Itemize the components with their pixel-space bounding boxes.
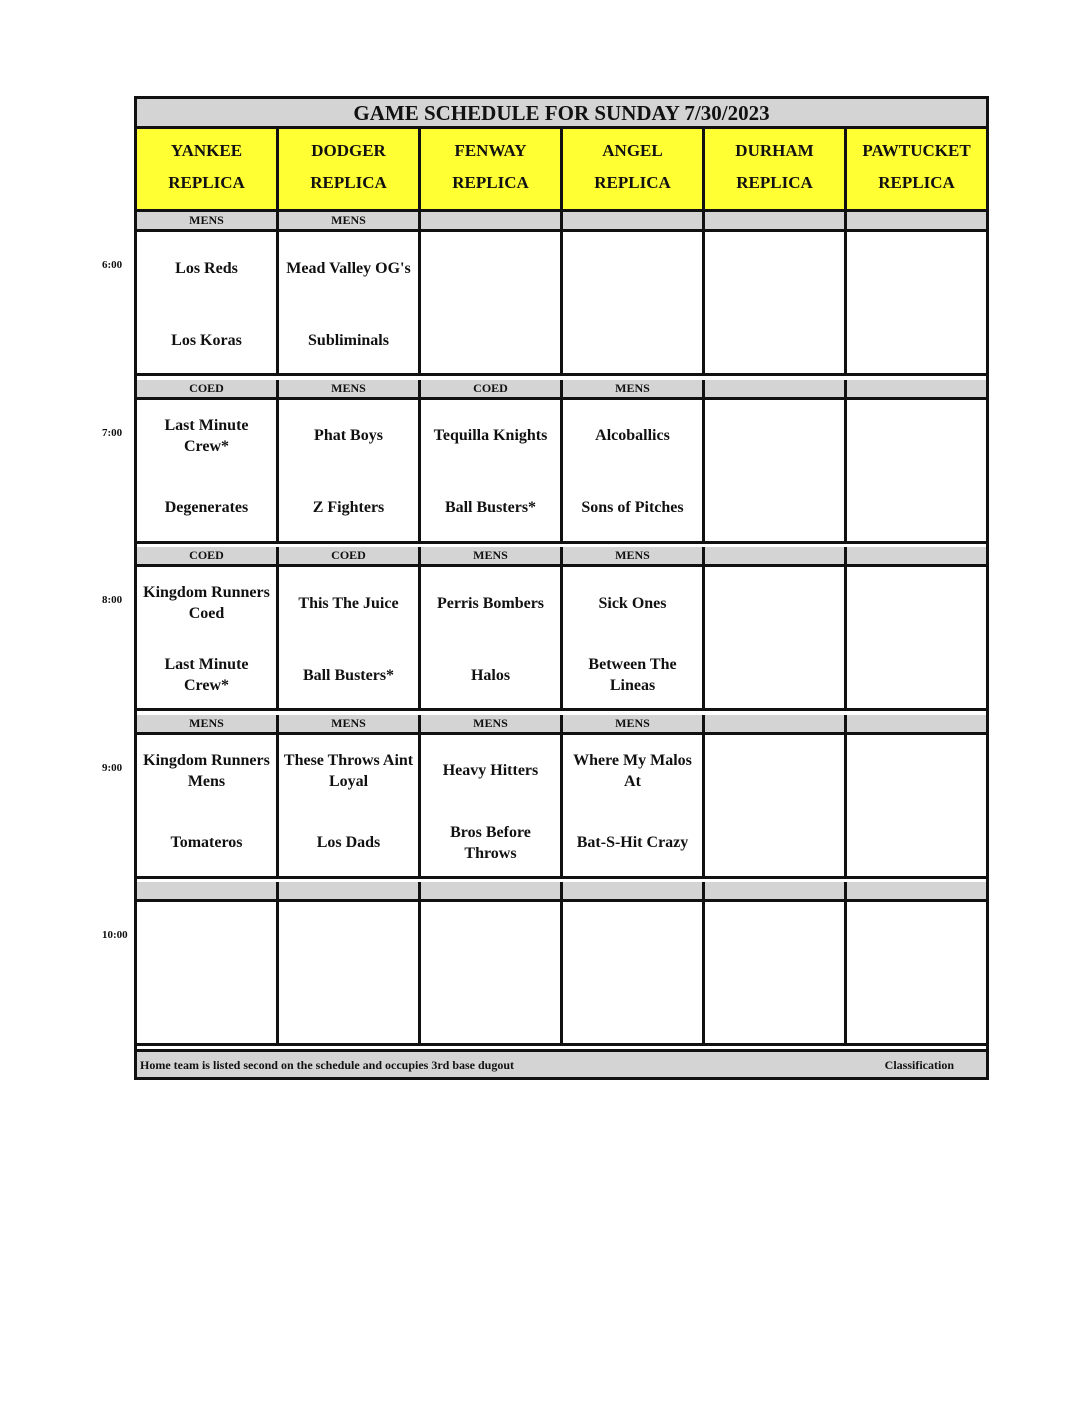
game-cell	[421, 567, 563, 708]
game-slot-row	[137, 400, 986, 544]
classification-cell: MENS	[563, 380, 705, 397]
classification-cell	[705, 212, 847, 229]
field-type: REPLICA	[310, 173, 387, 192]
classification-cell: COED	[421, 380, 563, 397]
home-team	[563, 314, 702, 366]
game-cell	[279, 902, 421, 1043]
time-label: 6:00	[102, 259, 123, 271]
away-team: Last Minute Crew*	[164, 416, 249, 455]
away-team	[563, 242, 702, 294]
home-team: Ball Busters*	[302, 666, 395, 684]
classification-cell: MENS	[563, 715, 705, 732]
home-team	[563, 984, 702, 1036]
game-cell	[137, 735, 279, 876]
game-cell	[421, 232, 563, 373]
home-team: Bat-S-Hit Crazy	[576, 834, 689, 851]
away-team	[847, 745, 986, 797]
game-slot-row	[137, 902, 986, 1046]
classification-cell: COED	[137, 547, 279, 564]
classification-cell	[847, 380, 986, 397]
away-team	[137, 912, 276, 964]
away-team	[847, 577, 986, 629]
home-team	[705, 314, 844, 366]
away-team	[705, 242, 844, 294]
game-cell	[137, 567, 279, 708]
home-team-note: Home team is listed second on the schedule and occupies 3rd base dugout	[140, 1058, 515, 1072]
away-team	[279, 912, 418, 964]
field-type: REPLICA	[878, 173, 955, 192]
away-team	[705, 912, 844, 964]
home-team: Degenerates	[164, 499, 249, 516]
field-type: REPLICA	[168, 173, 245, 192]
game-cell	[563, 567, 705, 708]
game-slot-row	[137, 567, 986, 711]
time-label: 8:00	[102, 594, 123, 606]
field-header-angel	[563, 129, 705, 209]
classification-cell	[705, 547, 847, 564]
away-team	[705, 745, 844, 797]
field-header-durham	[705, 129, 847, 209]
classification-cell	[847, 882, 986, 899]
home-team: Los Dads	[316, 834, 381, 851]
away-team	[563, 912, 702, 964]
game-cell	[563, 400, 705, 541]
game-cell	[279, 400, 421, 541]
classification-cell: MENS	[421, 715, 563, 732]
game-cell	[847, 400, 986, 541]
game-cell	[279, 735, 421, 876]
game-cell	[705, 735, 847, 876]
away-team: Sick Ones	[598, 594, 667, 612]
time-label: 10:00	[102, 929, 128, 941]
away-team	[847, 242, 986, 294]
game-cell	[563, 902, 705, 1043]
field-name: PAWTUCKET	[862, 141, 971, 160]
classification-cell	[279, 882, 421, 899]
home-team	[705, 984, 844, 1036]
field-header-row	[137, 129, 986, 212]
classification-row	[137, 547, 986, 567]
classification-row	[137, 882, 986, 902]
time-label: 7:00	[102, 426, 123, 439]
field-name: FENWAY	[454, 141, 527, 160]
field-name: YANKEE	[170, 141, 243, 160]
game-cell	[421, 902, 563, 1043]
away-team: Los Reds	[175, 259, 238, 277]
game-cell	[421, 400, 563, 541]
classification-cell	[705, 380, 847, 397]
away-team	[705, 577, 844, 629]
game-cell	[847, 902, 986, 1043]
classification-cell: MENS	[279, 212, 421, 229]
classification-cell	[421, 212, 563, 229]
field-type: REPLICA	[452, 173, 529, 192]
game-cell	[279, 567, 421, 708]
classification-cell	[847, 715, 986, 732]
field-name: DURHAM	[735, 141, 814, 160]
home-team	[847, 314, 986, 366]
home-team	[705, 817, 844, 869]
classification-cell: COED	[137, 380, 279, 397]
away-team	[421, 912, 560, 964]
field-header-fenway	[421, 129, 563, 209]
game-cell	[279, 232, 421, 373]
game-cell	[705, 232, 847, 373]
game-cell	[421, 735, 563, 876]
game-cell	[705, 400, 847, 541]
home-team: Subliminals	[308, 331, 389, 349]
home-team	[421, 984, 560, 1036]
away-team: Mead Valley OG's	[286, 259, 411, 277]
home-team: Halos	[470, 666, 511, 684]
home-team: Z Fighters	[312, 499, 385, 516]
classification-cell	[421, 882, 563, 899]
field-type: REPLICA	[736, 173, 813, 192]
classification-cell: MENS	[137, 212, 279, 229]
away-team: Phat Boys	[314, 427, 383, 444]
classification-row	[137, 212, 986, 232]
game-cell	[137, 232, 279, 373]
home-team: Ball Busters*	[444, 499, 537, 516]
home-team	[705, 649, 844, 701]
home-team: Sons of Pitches	[581, 499, 684, 516]
game-cell	[563, 735, 705, 876]
game-cell	[705, 902, 847, 1043]
classification-row	[137, 715, 986, 735]
classification-cell: MENS	[137, 715, 279, 732]
game-cell	[847, 567, 986, 708]
away-team: Tequilla Knights	[433, 427, 548, 444]
home-team	[137, 984, 276, 1036]
away-team: Alcoballics	[595, 427, 670, 444]
home-team: Tomateros	[170, 834, 243, 851]
away-team: These Throws Aint Loyal	[283, 751, 414, 790]
game-cell	[705, 567, 847, 708]
away-team: Kingdom Runners Coed	[143, 584, 270, 622]
away-team	[847, 410, 986, 462]
home-team	[847, 482, 986, 534]
field-name: DODGER	[311, 141, 386, 160]
field-name: ANGEL	[602, 141, 663, 160]
away-team	[705, 410, 844, 462]
classification-row	[137, 380, 986, 400]
game-slot-row	[137, 232, 986, 376]
schedule-title: GAME SCHEDULE FOR SUNDAY 7/30/2023	[137, 99, 986, 129]
game-cell	[847, 232, 986, 373]
classification-cell: COED	[279, 547, 421, 564]
home-team	[847, 649, 986, 701]
field-type: REPLICA	[594, 173, 671, 192]
game-slot-row	[137, 735, 986, 879]
away-team: Perris Bombers	[436, 594, 545, 612]
classification-cell: MENS	[563, 547, 705, 564]
classification-cell	[563, 882, 705, 899]
game-cell	[563, 232, 705, 373]
home-team	[847, 817, 986, 869]
classification-cell: MENS	[421, 547, 563, 564]
away-team	[421, 242, 560, 294]
classification-cell: MENS	[279, 715, 421, 732]
field-header-dodger	[279, 129, 421, 209]
game-cell	[137, 902, 279, 1043]
field-header-yankee	[137, 129, 279, 209]
away-team: Heavy Hitters	[442, 762, 539, 779]
classification-cell	[847, 547, 986, 564]
away-team: Where My Malos At	[573, 751, 692, 790]
classification-cell	[563, 212, 705, 229]
home-team: Last Minute Crew*	[164, 656, 249, 694]
schedule-footer	[137, 1049, 986, 1077]
classification-cell	[847, 212, 986, 229]
home-team	[705, 482, 844, 534]
game-cell	[847, 735, 986, 876]
home-team: Los Koras	[171, 331, 242, 349]
away-team: This The Juice	[298, 594, 399, 612]
classification-cell: MENS	[279, 380, 421, 397]
game-cell	[137, 400, 279, 541]
home-team	[847, 984, 986, 1036]
schedule-sheet	[134, 96, 989, 1080]
time-label: 9:00	[102, 761, 123, 774]
classification-legend: Classification	[884, 1058, 954, 1072]
classification-cell	[705, 715, 847, 732]
home-team: Between The Lineas	[588, 656, 677, 694]
field-header-pawtucket	[847, 129, 986, 209]
home-team	[421, 314, 560, 366]
classification-cell	[705, 882, 847, 899]
home-team: Bros Before Throws	[450, 823, 531, 862]
home-team	[279, 984, 418, 1036]
classification-cell	[137, 882, 279, 899]
away-team: Kingdom Runners Mens	[143, 751, 270, 790]
away-team	[847, 912, 986, 964]
